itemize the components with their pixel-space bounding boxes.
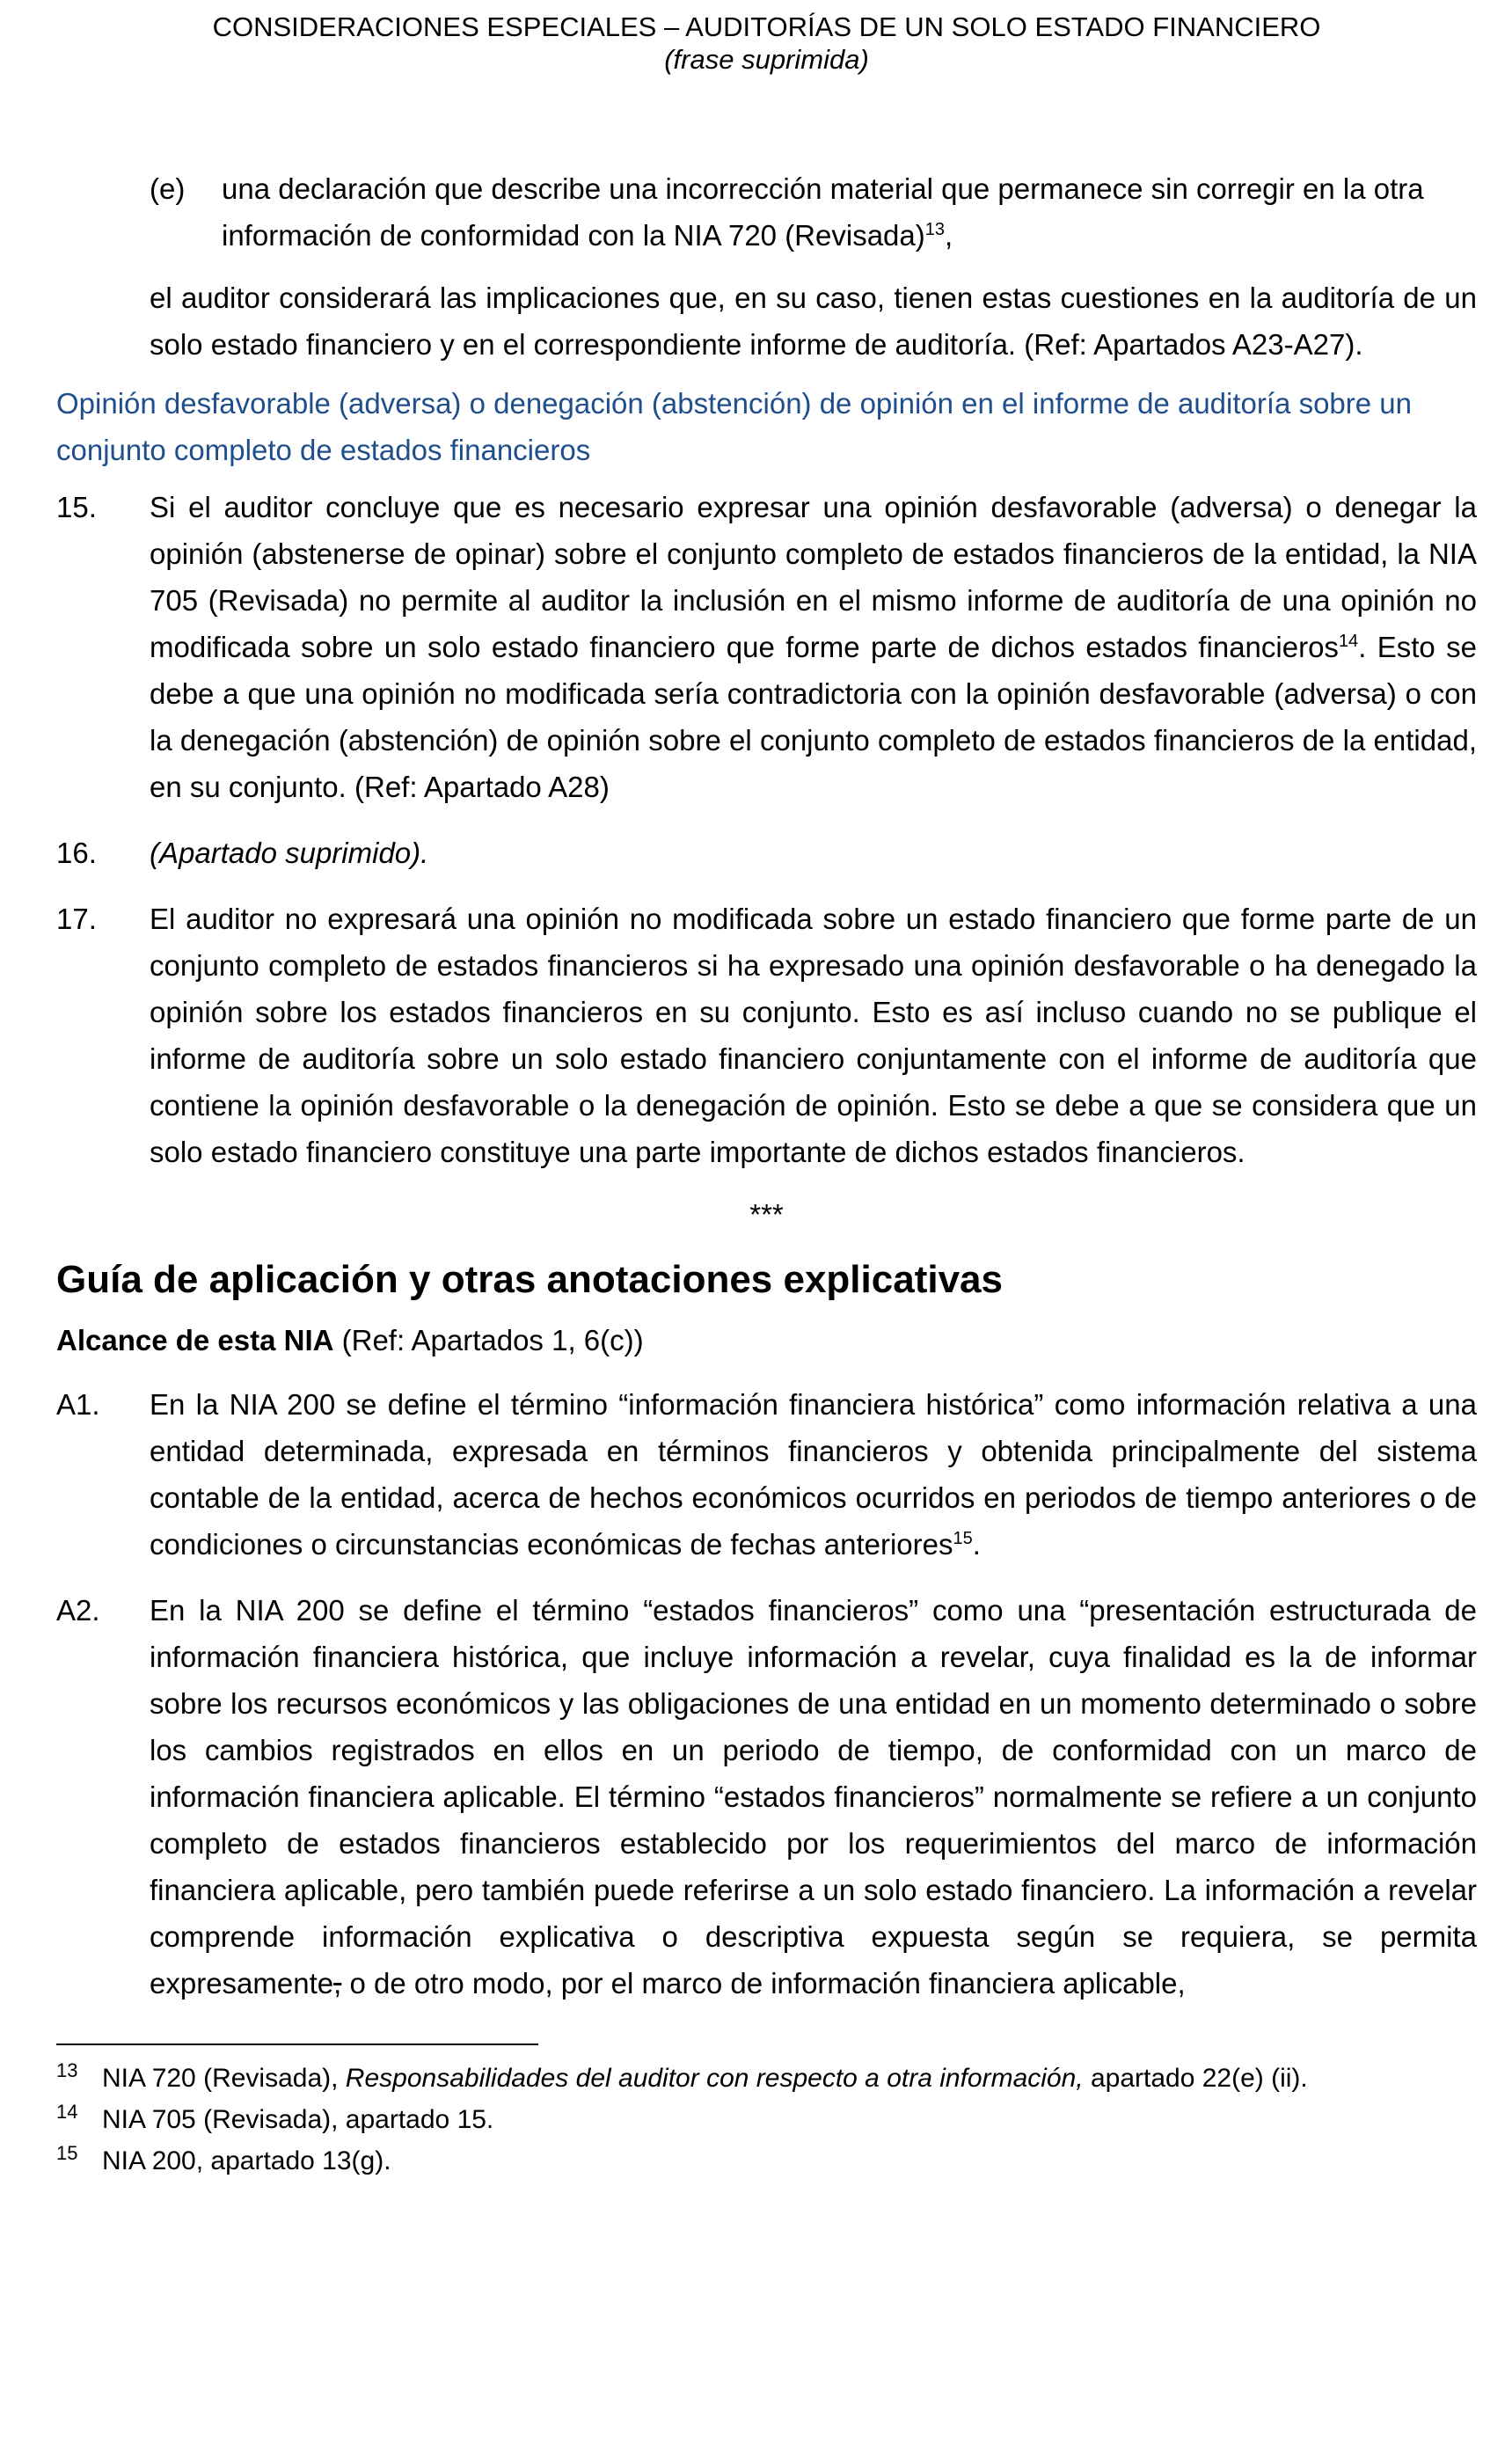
footnote-13-title: Responsabilidades del auditor con respecto a otra información, <box>345 2064 1084 2093</box>
footnote-13-pre: NIA 720 (Revisada), <box>102 2064 346 2093</box>
paragraph-15-label: 15. <box>56 491 97 523</box>
footnote-13-text <box>102 2058 1308 2099</box>
paragraph-a2-text <box>150 1587 1477 2007</box>
paragraph-a2-body-b: o de otro modo, por el marco de información financiera aplicable, <box>341 1967 1186 2000</box>
footnote-14-text: NIA 705 (Revisada), apartado 15. <box>102 2105 494 2134</box>
footnote-ref-13[interactable]: 13 <box>924 220 946 239</box>
footnote-15 <box>56 2140 1477 2182</box>
page-header <box>56 0 1477 76</box>
paragraph-a1-text <box>150 1381 1477 1568</box>
paragraph-a1-body: En la NIA 200 se define el término “información financiera histórica” como información relativa a una entidad determinada, expresada en términos financieros y obtenida principalmente del sistema contable de la entidad, acerca de hechos económicos ocurridos en periodos de tiempo anteriores o de condiciones o circunstancias económicas de fechas anteriores <box>150 1388 1477 1561</box>
footnote-ref-15[interactable]: 15 <box>953 1529 973 1548</box>
paragraph-15 <box>56 484 1477 810</box>
paragraph-16-label: 16. <box>56 837 97 869</box>
paragraph-a2-struck-comma: , <box>333 1967 342 2000</box>
scope-heading-ref: (Ref: Apartados 1, 6(c)) <box>333 1324 644 1356</box>
paragraph-a1-tail: . <box>972 1528 981 1561</box>
footnote-separator <box>56 2044 538 2045</box>
item-e-label: (e) <box>150 172 186 205</box>
conclusion-paragraph: el auditor considerará las implicaciones que, en su caso, tienen estas cuestiones en la auditoría de un solo estado financiero y en el correspondiente informe de auditoría. (Ref: Apartados A23-A27). <box>150 281 1477 361</box>
paragraph-16-text: (Apartado suprimido). <box>150 837 429 869</box>
item-e-body: una declaración que describe una incorrección material que permanece sin corregir en la otra información de conformidad con la NIA 720 (Revisada) <box>222 172 1424 252</box>
footnote-ref-14[interactable]: 14 <box>1338 632 1359 651</box>
paragraph-16 <box>56 830 1477 876</box>
list-item-e <box>150 165 1477 259</box>
paragraph-a1-label: A1. <box>56 1388 100 1421</box>
paragraph-a2 <box>56 1587 1477 2007</box>
section-separator: *** <box>749 1198 784 1231</box>
section-subheading: Opinión desfavorable (adversa) o denegación (abstención) de opinión en el informe de auditoría sobre un conjunto completo de estados financieros <box>56 387 1412 466</box>
item-e-tail: , <box>945 219 953 252</box>
paragraph-15-text <box>150 484 1477 810</box>
paragraph-a2-body-a: En la NIA 200 se define el término “estados financieros” como una “presentación estructurada de información financiera histórica, que incluye información a revelar, cuya finalidad es la de informar sobre los recursos económicos y las obligaciones de una entidad en un momento determinado o sobre los cambios registrados en ellos en un periodo de tiempo, de conformidad con un marco de información financiera aplicable. El término “estados financieros” normalmente se refiere a un conjunto completo de estados financieros establecido por los requerimientos del marco de información financiera aplicable, pero también puede referirse a un solo estado financiero. La información a revelar comprende información explicativa o descriptiva expuesta según se requiera, se permita expresamente <box>150 1594 1477 2000</box>
scope-heading <box>56 1317 1477 1364</box>
paragraph-a2-label: A2. <box>56 1594 100 1627</box>
item-e-text <box>222 165 1477 259</box>
scope-heading-bold: Alcance de esta NIA <box>56 1324 334 1356</box>
paragraph-15-body-b: . Esto se debe a que una opinión no modificada sería contradictoria con la opinión desfavorable (adversa) o con la denegación (abstención) de opinión sobre el conjunto completo de estados financieros de la entidad, en su conjunto. (Ref: Apartado A28) <box>150 631 1477 803</box>
paragraph-a1 <box>56 1381 1477 1568</box>
header-subtitle: (frase suprimida) <box>664 44 869 75</box>
footnote-15-number: 15 <box>56 2142 78 2164</box>
paragraph-17-label: 17. <box>56 903 97 935</box>
footnote-14 <box>56 2099 1477 2140</box>
footnote-13-number: 13 <box>56 2059 78 2081</box>
footnote-14-number: 14 <box>56 2101 78 2123</box>
footnote-13 <box>56 2058 1477 2099</box>
header-title: CONSIDERACIONES ESPECIALES – AUDITORÍAS DE UN SOLO ESTADO FINANCIERO <box>212 11 1321 42</box>
paragraph-17-text: El auditor no expresará una opinión no modificada sobre un estado financiero que forme parte de un conjunto completo de estados financieros si ha expresado una opinión desfavorable o ha denegado la opinión sobre los estados financieros en su conjunto. Esto es así incluso cuando no se publique el informe de auditoría sobre un solo estado financiero conjuntamente con el informe de auditoría que contiene la opinión desfavorable o la denegación de opinión. Esto se debe a que se considera que un solo estado financiero constituye una parte importante de dichos estados financieros. <box>150 903 1477 1168</box>
footnote-13-post: apartado 22(e) (ii). <box>1083 2064 1308 2093</box>
footnote-15-text: NIA 200, apartado 13(g). <box>102 2146 391 2175</box>
paragraph-15-body-a: Si el auditor concluye que es necesario expresar una opinión desfavorable (adversa) o denegar la opinión (abstenerse de opinar) sobre el conjunto completo de estados financieros de la entidad, la NIA 705 (Revisada) no permite al auditor la inclusión en el mismo informe de auditoría de una opinión no modificada sobre un solo estado financiero que forme parte de dichos estados financieros <box>150 491 1477 663</box>
guide-heading: Guía de aplicación y otras anotaciones explicativas <box>56 1258 1003 1301</box>
paragraph-17 <box>56 896 1477 1175</box>
